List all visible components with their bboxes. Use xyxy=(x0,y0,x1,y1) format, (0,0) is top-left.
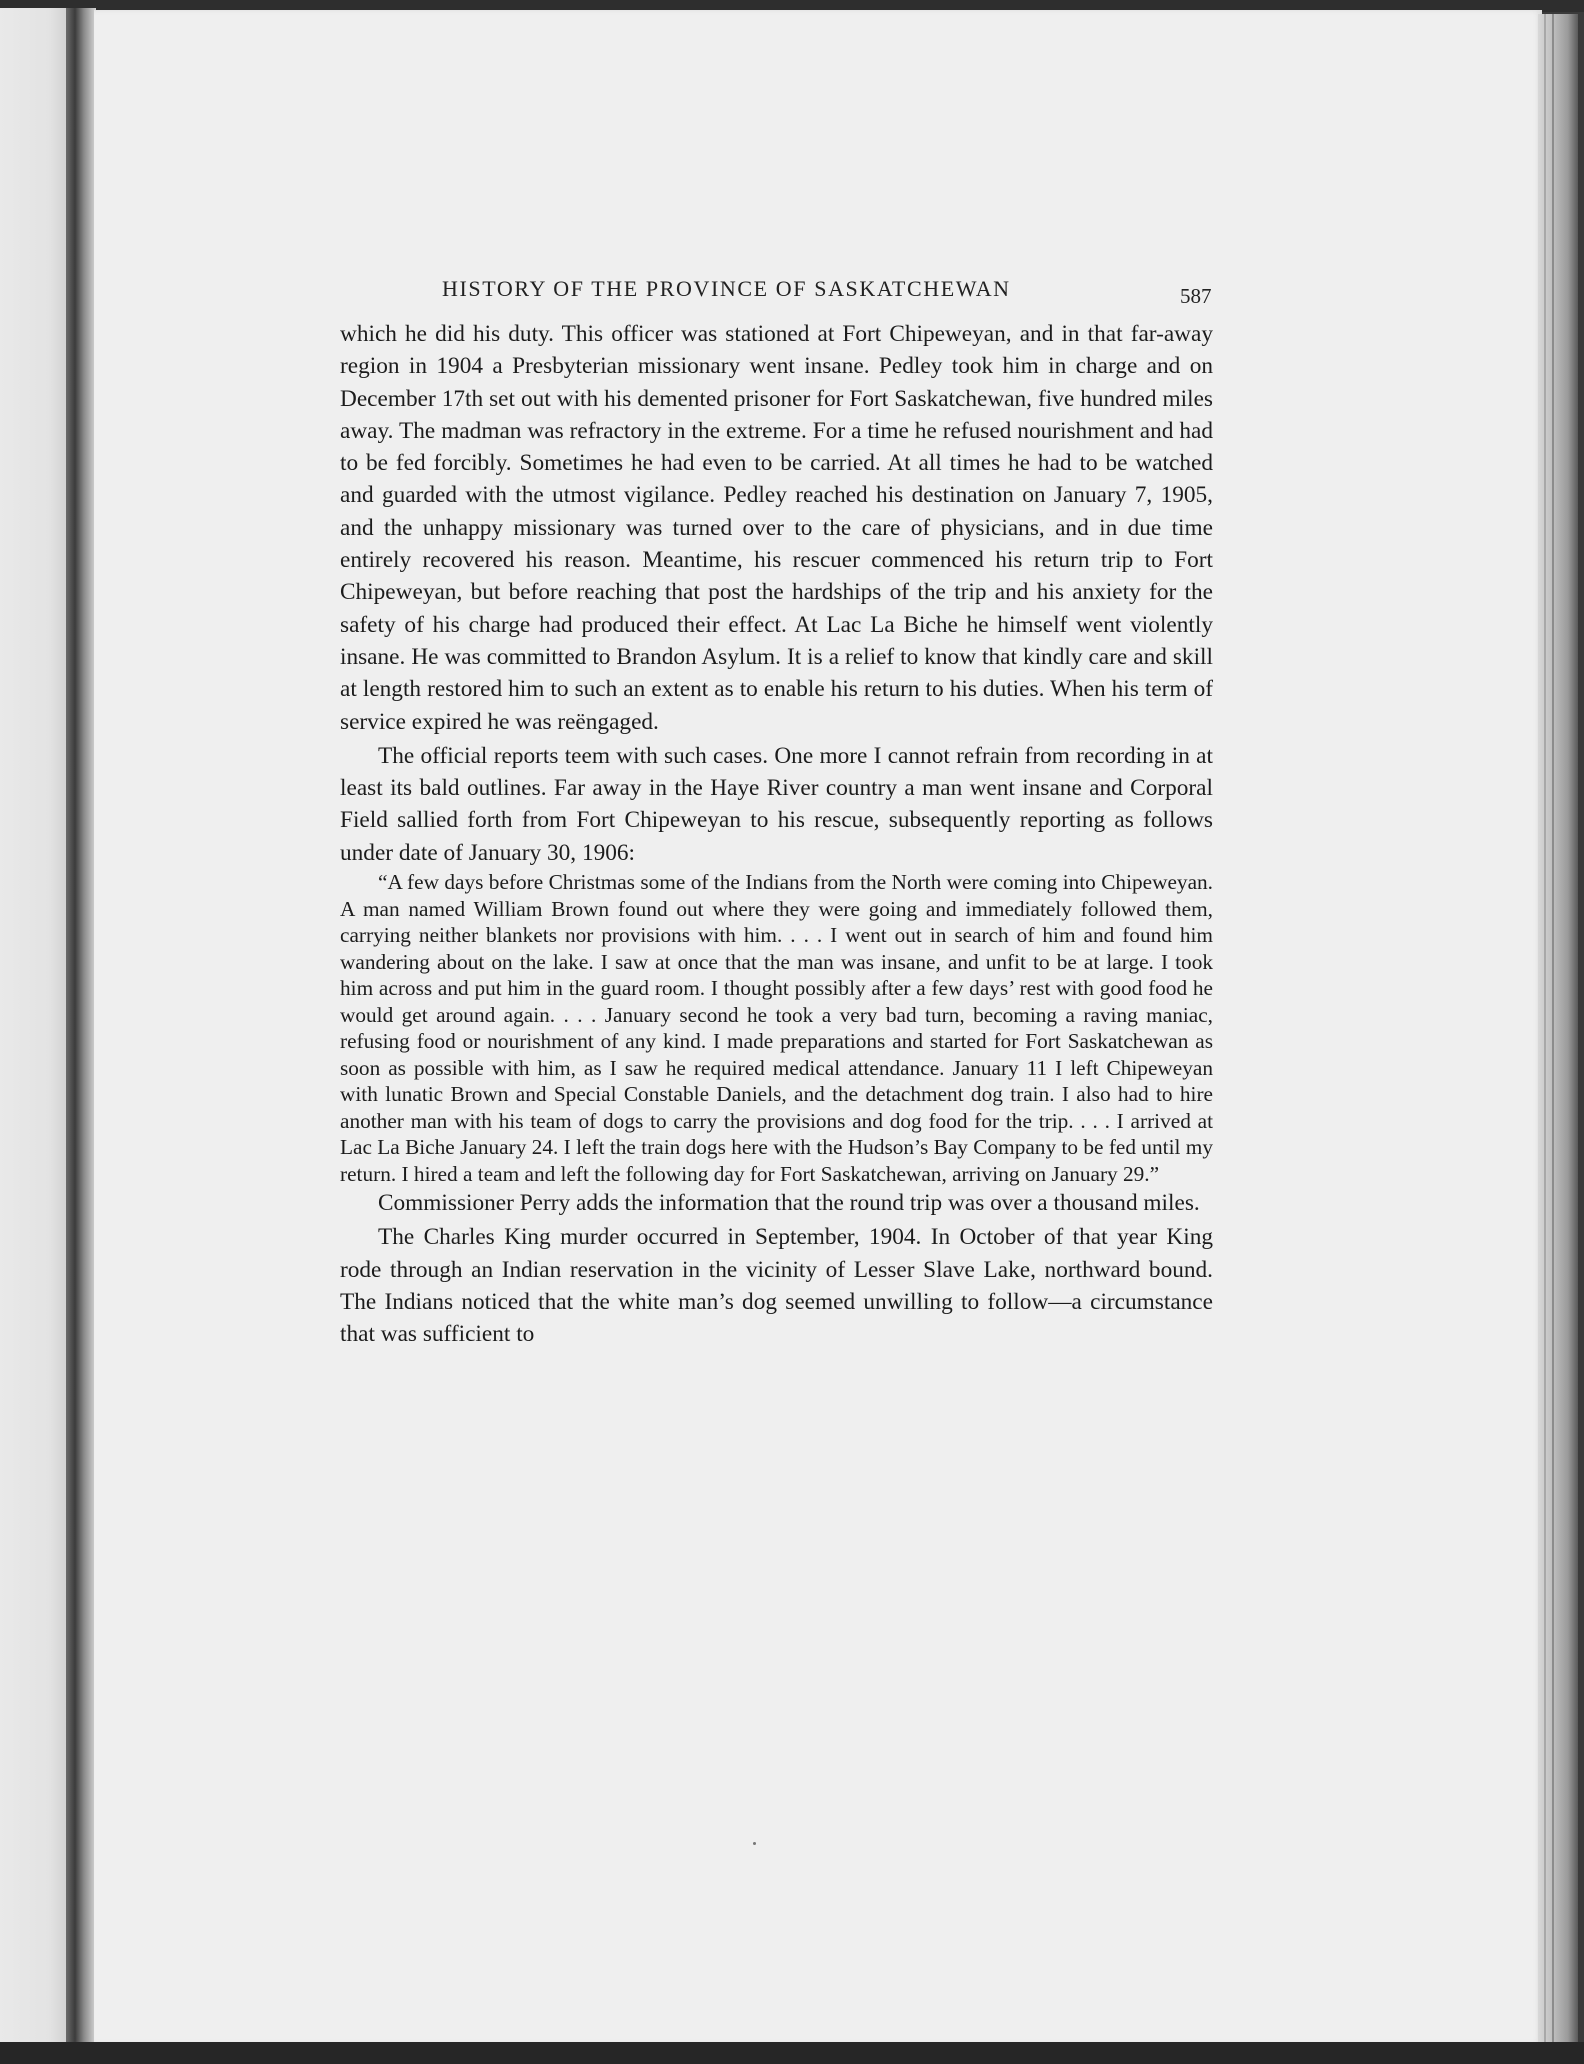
scan-speck xyxy=(753,1842,756,1845)
page-stack-edge xyxy=(1538,14,1578,2044)
paragraph: The Charles King murder occurred in September, 1904. In October of that year King rode through an Indian reservation in the vicinity of Lesser Slave Lake, northward bound. The Indians noticed that the white man’s dog seemed unwilling to follow—a circumstance that was sufficient to xyxy=(340,1224,1213,1348)
scanner-bed-bottom xyxy=(0,2042,1584,2064)
paragraph: Commissioner Perry adds the information that the round trip was over a thousand miles. xyxy=(378,1190,1200,1217)
book-gutter xyxy=(66,8,96,2048)
page-body xyxy=(340,318,1213,1351)
facing-page-edge xyxy=(0,8,70,2044)
page-number: 587 xyxy=(1180,284,1212,308)
paragraph: The official reports teem with such cases. One more I cannot refrain from recording in at least its bald outlines. Far away in the Haye River country a man went insane and Corporal Field sallied forth from Fort Chipeweyan to his rescue, subsequently reporting as follows under date of January 30, 1906: xyxy=(340,742,1213,866)
block-quotation: “A few days before Christmas some of the Indians from the North were coming into Chipeweyan. A man named William Brown found out where they were going and immediately followed them, carrying neither blankets nor provisions with him. . . . I went out in search of him and found him wandering about on the lake. I saw at once that the man was insane, and unfit to be at large. I took him across and put him in the guard room. I thought possibly after a few days’ rest with good food he would get around again. . . . January second he took a very bad turn, becoming a raving maniac, refusing food or nourishment of any kind. I made preparations and started for Fort Saskatchewan as soon as possible with him, as I saw he required medical attendance. January 11 I left Chipeweyan with lunatic Brown and Special Constable Daniels, and the detachment dog train. I also had to hire another man with his team of dogs to carry the provisions and dog food for the trip. . . . I arrived at Lac La Biche January 24. I left the train dogs here with the Hudson’s Bay Company to be fed until my return. I hired a team and left the following day for Fort Saskatchewan, arriving on January 29.” xyxy=(340,870,1213,1186)
paragraph-continued: which he did his duty. This officer was stationed at Fort Chipeweyan, and in that far-away region in 1904 a Presbyterian missionary went insane. Pedley took him in charge and on December 17th set out with his demented prisoner for Fort Saskatchewan, five hundred miles away. The madman was refractory in the extreme. For a time he refused nourishment and had to be fed forcibly. Sometimes he had even to be carried. At all times he had to be watched and guarded with the utmost vigilance. Pedley reached his destination on January 7, 1905, and the unhappy missionary was turned over to the care of physicians, and in due time entirely recovered his reason. Meantime, his rescuer commenced his return trip to Fort Chipeweyan, but before reaching that post the hardships of the trip and his anxiety for the safety of his charge had produced their effect. At Lac La Biche he himself went violently insane. He was committed to Brandon Asylum. It is a relief to know that kindly care and skill at length restored him to such an extent as to enable his return to his duties. When his term of service expired he was reëngaged. xyxy=(340,321,1213,735)
running-head-title: HISTORY OF THE PROVINCE OF SASKATCHEWAN xyxy=(442,276,1011,301)
